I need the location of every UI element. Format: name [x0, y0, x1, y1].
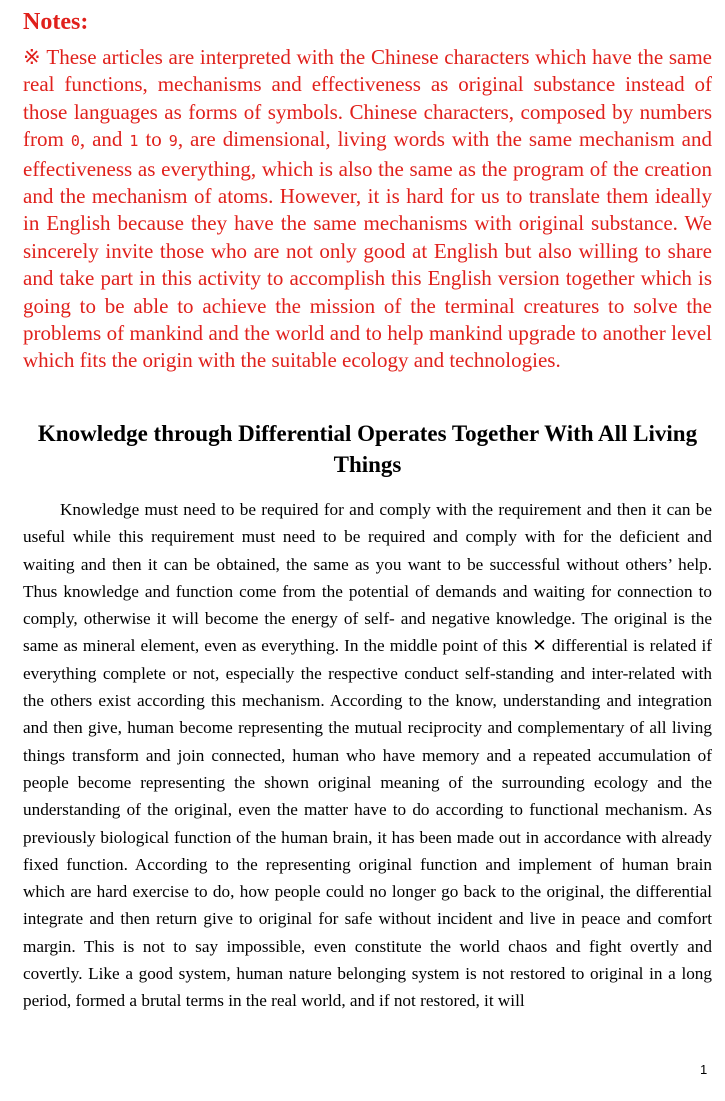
notes-paragraph [23, 44, 712, 375]
digit-nine: 9 [168, 132, 178, 151]
notes-text-part4: , are dimensional, living words with the same mechanism and effectiveness as everything, which is also the same as the program of the creation and the mechanism of atoms. However, it is hard for us to translate them ideally in English because they have the same mechanisms with original substance. We sincerely invite those who are not only good at English but also willing to share and take part in this activity to accomplish this English version together which is going to be able to achieve the mission of the terminal creatures to solve the problems of mankind and the world and to help mankind upgrade to another level which fits the origin with the suitable ecology and technologies. [23, 127, 712, 373]
notes-text-part1: ※ These articles are interpreted with the Chinese characters which have the same real functions, mechanisms and effectiveness as original substance instead of those languages as forms of symbols. Chinese characters, composed by numbers from [23, 45, 712, 152]
page-number: 1 [700, 1062, 708, 1077]
notes-text-part2: , and [79, 127, 130, 152]
notes-title: Notes: [23, 9, 89, 35]
notes-text-part3: to [138, 127, 169, 152]
digit-zero: 0 [70, 132, 80, 151]
article-title: Knowledge through Differential Operates Together With All Living Things [37, 421, 698, 477]
article-body: Knowledge must need to be required for and comply with the requirement and then it can be useful while this requirement must need to be required and comply with for the deficient and waiting and then it can be obtained, the same as you want to be successful without others’ help. Thus knowledge and function come from the potential of demands and waiting for connection to comply, otherwise it will become the energy of self- and negative knowledge. The original is the same as mineral element, even as everything. In the middle point of this ✕ differential is related if everything complete or not, especially the respective conduct self-standing and inter-related with the others exist according this mechanism. According to the know, understanding and integration and then give, human become representing the mutual reciprocity and complementary of all living things transform and join connected, human who have memory and a repeated accumulation of people become representing the shown original meaning of the surrounding ecology and the understanding of the original, even the matter have to do according to functional mechanism. As previously biological function of the human brain, it has been made out in accordance with already fixed function. According to the representing original function and implement of human brain which are hard exercise to do, how people could no longer go back to the original, the differential integrate and then return give to original for safe without incident and live in peace and comfort margin. This is not to say impossible, even constitute the world chaos and fight overtly and covertly. Like a good system, human nature belonging system is not restored to original in a long period, formed a brutal terms in the real world, and if not restored, it will [23, 500, 712, 1011]
digit-one: 1 [129, 132, 139, 151]
